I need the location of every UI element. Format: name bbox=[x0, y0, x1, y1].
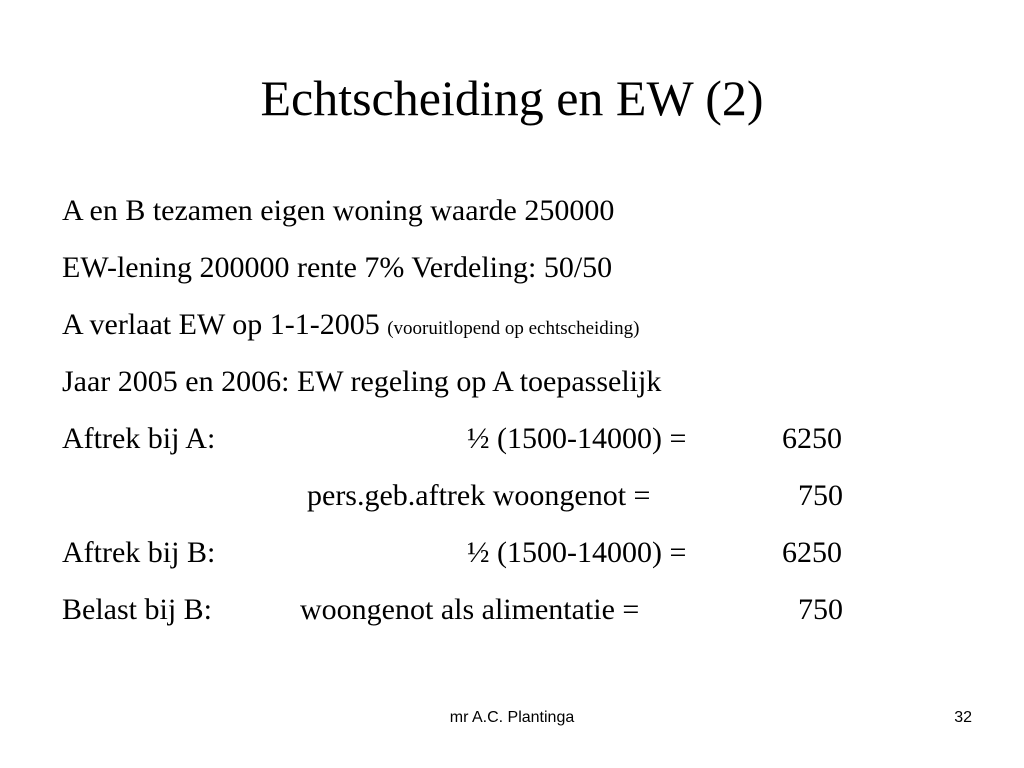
taxed-b-value: 750 bbox=[798, 593, 843, 626]
housing-benefit-value: 750 bbox=[798, 479, 843, 512]
text-line-7 bbox=[62, 535, 962, 571]
deduction-b-value: 6250 bbox=[782, 536, 842, 569]
deduction-b-label: Aftrek bij B: bbox=[62, 536, 216, 569]
taxed-b-calc: woongenot als alimentatie = bbox=[300, 593, 640, 626]
text-line-4: Jaar 2005 en 2006: EW regeling op A toepasselijk bbox=[62, 365, 662, 398]
text-line-3-main: A verlaat EW op 1-1-2005 bbox=[62, 308, 388, 341]
text-line-1: A en B tezamen eigen woning waarde 250000 bbox=[62, 194, 615, 227]
text-line-6 bbox=[62, 478, 962, 514]
taxed-b-label: Belast bij B: bbox=[62, 593, 212, 626]
text-line-5 bbox=[62, 421, 962, 457]
housing-benefit-calc: pers.geb.aftrek woongenot = bbox=[307, 479, 651, 512]
slide-title: Echtscheiding en EW (2) bbox=[260, 70, 764, 126]
text-line-8 bbox=[62, 592, 962, 628]
footer-page-number: 32 bbox=[954, 709, 972, 726]
text-line-3-note: (vooruitlopend op echtscheiding) bbox=[387, 318, 640, 339]
deduction-a-calc: ½ (1500-14000) = bbox=[467, 422, 687, 455]
deduction-a-value: 6250 bbox=[782, 422, 842, 455]
deduction-a-label: Aftrek bij A: bbox=[62, 422, 216, 455]
text-line-2: EW-lening 200000 rente 7% Verdeling: 50/50 bbox=[62, 251, 613, 284]
deduction-b-calc: ½ (1500-14000) = bbox=[467, 536, 687, 569]
footer-author: mr A.C. Plantinga bbox=[449, 709, 575, 726]
text-line-3 bbox=[62, 307, 639, 347]
